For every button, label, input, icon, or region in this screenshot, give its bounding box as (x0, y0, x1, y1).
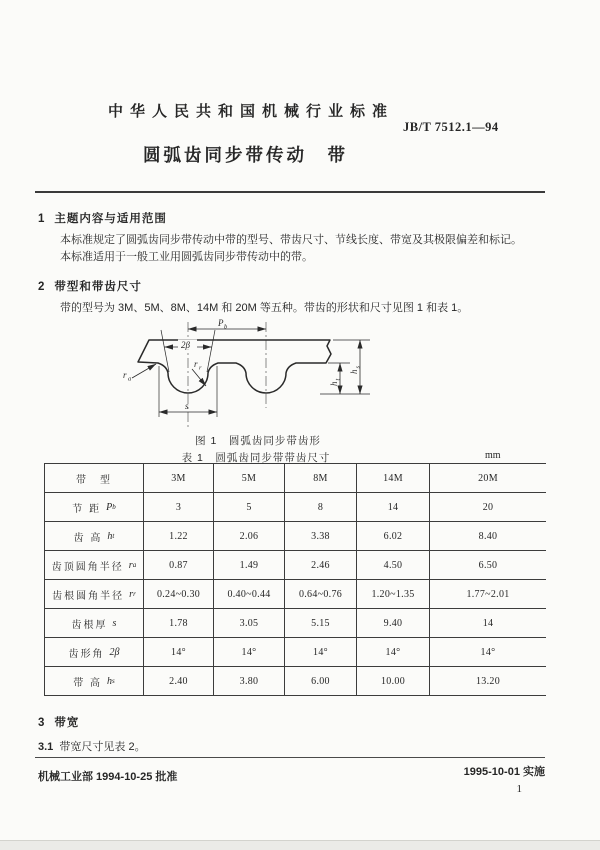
table-cell: 10.00 (356, 667, 429, 695)
table-cell: 2.46 (284, 551, 356, 579)
header-rule (35, 191, 545, 193)
table-cell: 14° (284, 638, 356, 666)
table-cell: 1.49 (213, 551, 284, 579)
table1-caption: 表 1 圆弧齿同步带带齿尺寸 (181, 452, 331, 464)
table-cell: 0.40~0.44 (213, 580, 284, 608)
clause-text: 带宽尺寸见表 2。 (59, 741, 146, 753)
root-radius-leader (192, 369, 206, 386)
table-cell: 2.06 (213, 522, 284, 550)
table-cell: 1.22 (143, 522, 213, 550)
belt-height-label-subscript: s (354, 365, 362, 369)
section2-paragraph-1: 带的型号为 3M、5M、8M、14M 和 20M 等五种。带齿的形状和尺寸见图 1 和表 1。 (60, 302, 469, 314)
table-cell: 6.02 (356, 522, 429, 550)
row-label: 带 高 h s (73, 675, 115, 689)
table-cell: 20 (429, 493, 546, 521)
tip-radius-label-subscript: a (128, 375, 132, 383)
table-cell: 8.40 (429, 522, 546, 550)
section1-title: 主题内容与适用范围 (54, 213, 167, 225)
clause-number: 3.1 (38, 741, 54, 753)
table1-unit: mm (485, 450, 501, 461)
approval-note: 机械工业部 1994-10-25 批准 (38, 771, 178, 783)
tip-radius-label: r (123, 370, 127, 380)
table-row-root-thickness (45, 609, 546, 638)
document-title: 圆弧齿同步带传动 带 (143, 145, 348, 165)
table-header-label: 带 型 (76, 474, 112, 486)
row-label: 齿根厚 s (71, 617, 117, 631)
section1-paragraph-1: 本标准规定了圆弧齿同步带传动中带的型号、带齿尺寸、节线长度、带宽及其极限偏差和标记。 (60, 234, 522, 246)
belt-type-20m: 20M (429, 464, 546, 492)
table-row-tooth-angle (45, 638, 546, 667)
table-cell: 3.38 (284, 522, 356, 550)
section3-number: 3 (38, 717, 45, 729)
tooth-angle-label: 2β (181, 340, 190, 350)
table-cell: 14 (429, 609, 546, 637)
tooth-profile-figure (122, 316, 472, 434)
belt-type-14m: 14M (356, 464, 429, 492)
table-row-belt-type (45, 464, 546, 493)
table-cell: 0.87 (143, 551, 213, 579)
table-cell: 5 (213, 493, 284, 521)
table-cell: 14 (356, 493, 429, 521)
table-cell: 3 (143, 493, 213, 521)
section2-heading (38, 278, 142, 294)
root-thickness-label: s (185, 401, 189, 411)
pitch-label: P (218, 318, 224, 328)
implementation-note: 1995-10-01 实施 (463, 766, 545, 778)
belt-profile-outline (138, 340, 331, 393)
section2-number: 2 (38, 281, 45, 293)
table-cell: 6.00 (284, 667, 356, 695)
tooth-height-label-subscript: t (334, 378, 342, 381)
table-cell: 13.20 (429, 667, 546, 695)
table-cell: 0.24~0.30 (143, 580, 213, 608)
root-radius-label-subscript: r (199, 364, 202, 372)
table-row-pitch (45, 493, 546, 522)
belt-type-5m: 5M (213, 464, 284, 492)
row-label: 齿根圆角半径 r r (52, 588, 136, 602)
table-cell: 14° (213, 638, 284, 666)
row-label: 齿顶圆角半径 r a (51, 559, 137, 573)
table-row-tip-radius (45, 551, 546, 580)
table-cell: 3.80 (213, 667, 284, 695)
figure1-caption: 图 1 圆弧齿同步带齿形 (195, 435, 321, 447)
table-cell: 14° (356, 638, 429, 666)
section1-number: 1 (38, 213, 45, 225)
table-cell: 4.50 (356, 551, 429, 579)
section3-title: 带宽 (54, 717, 80, 729)
table-row-root-radius (45, 580, 546, 609)
row-label: 齿 高 h t (73, 530, 115, 544)
section3-heading (38, 714, 79, 730)
table-cell: 9.40 (356, 609, 429, 637)
table-cell: 2.40 (143, 667, 213, 695)
belt-type-3m: 3M (143, 464, 213, 492)
table-cell: 6.50 (429, 551, 546, 579)
standard-code: JB/T 7512.1—94 (403, 120, 499, 134)
table-cell: 1.20~1.35 (356, 580, 429, 608)
section1-paragraph-2: 本标准适用于一般工业用圆弧齿同步带传动中的带。 (60, 251, 313, 263)
section2-title: 带型和带齿尺寸 (54, 281, 142, 293)
tip-radius-leader (132, 364, 156, 378)
tooth-profile-drawing (122, 316, 472, 434)
table-cell: 1.77~2.01 (429, 580, 546, 608)
table-cell: 0.64~0.76 (284, 580, 356, 608)
table-row-belt-height (45, 667, 546, 696)
table-cell: 1.78 (143, 609, 213, 637)
tooth-height-label: h (329, 381, 339, 386)
belt-height-label: h (349, 369, 359, 374)
root-radius-label: r (194, 359, 198, 369)
table-cell: 3.05 (213, 609, 284, 637)
standard-org-title: 中华人民共和国机械行业标准 (108, 103, 395, 120)
table-row-tooth-height (45, 522, 546, 551)
belt-type-8m: 8M (284, 464, 356, 492)
table-cell: 5.15 (284, 609, 356, 637)
table-cell: 8 (284, 493, 356, 521)
page-number: 1 (516, 783, 522, 795)
row-label: 节 距 P b (72, 501, 116, 515)
section1-heading (38, 210, 167, 226)
footer-rule (35, 757, 545, 758)
pitch-label-subscript: b (224, 323, 228, 331)
table-cell: 14° (143, 638, 213, 666)
row-label: 齿形角 2β (68, 646, 120, 660)
section3-1-clause (38, 739, 530, 756)
table-cell: 14° (429, 638, 546, 666)
tooth-dimensions-table (44, 463, 546, 696)
